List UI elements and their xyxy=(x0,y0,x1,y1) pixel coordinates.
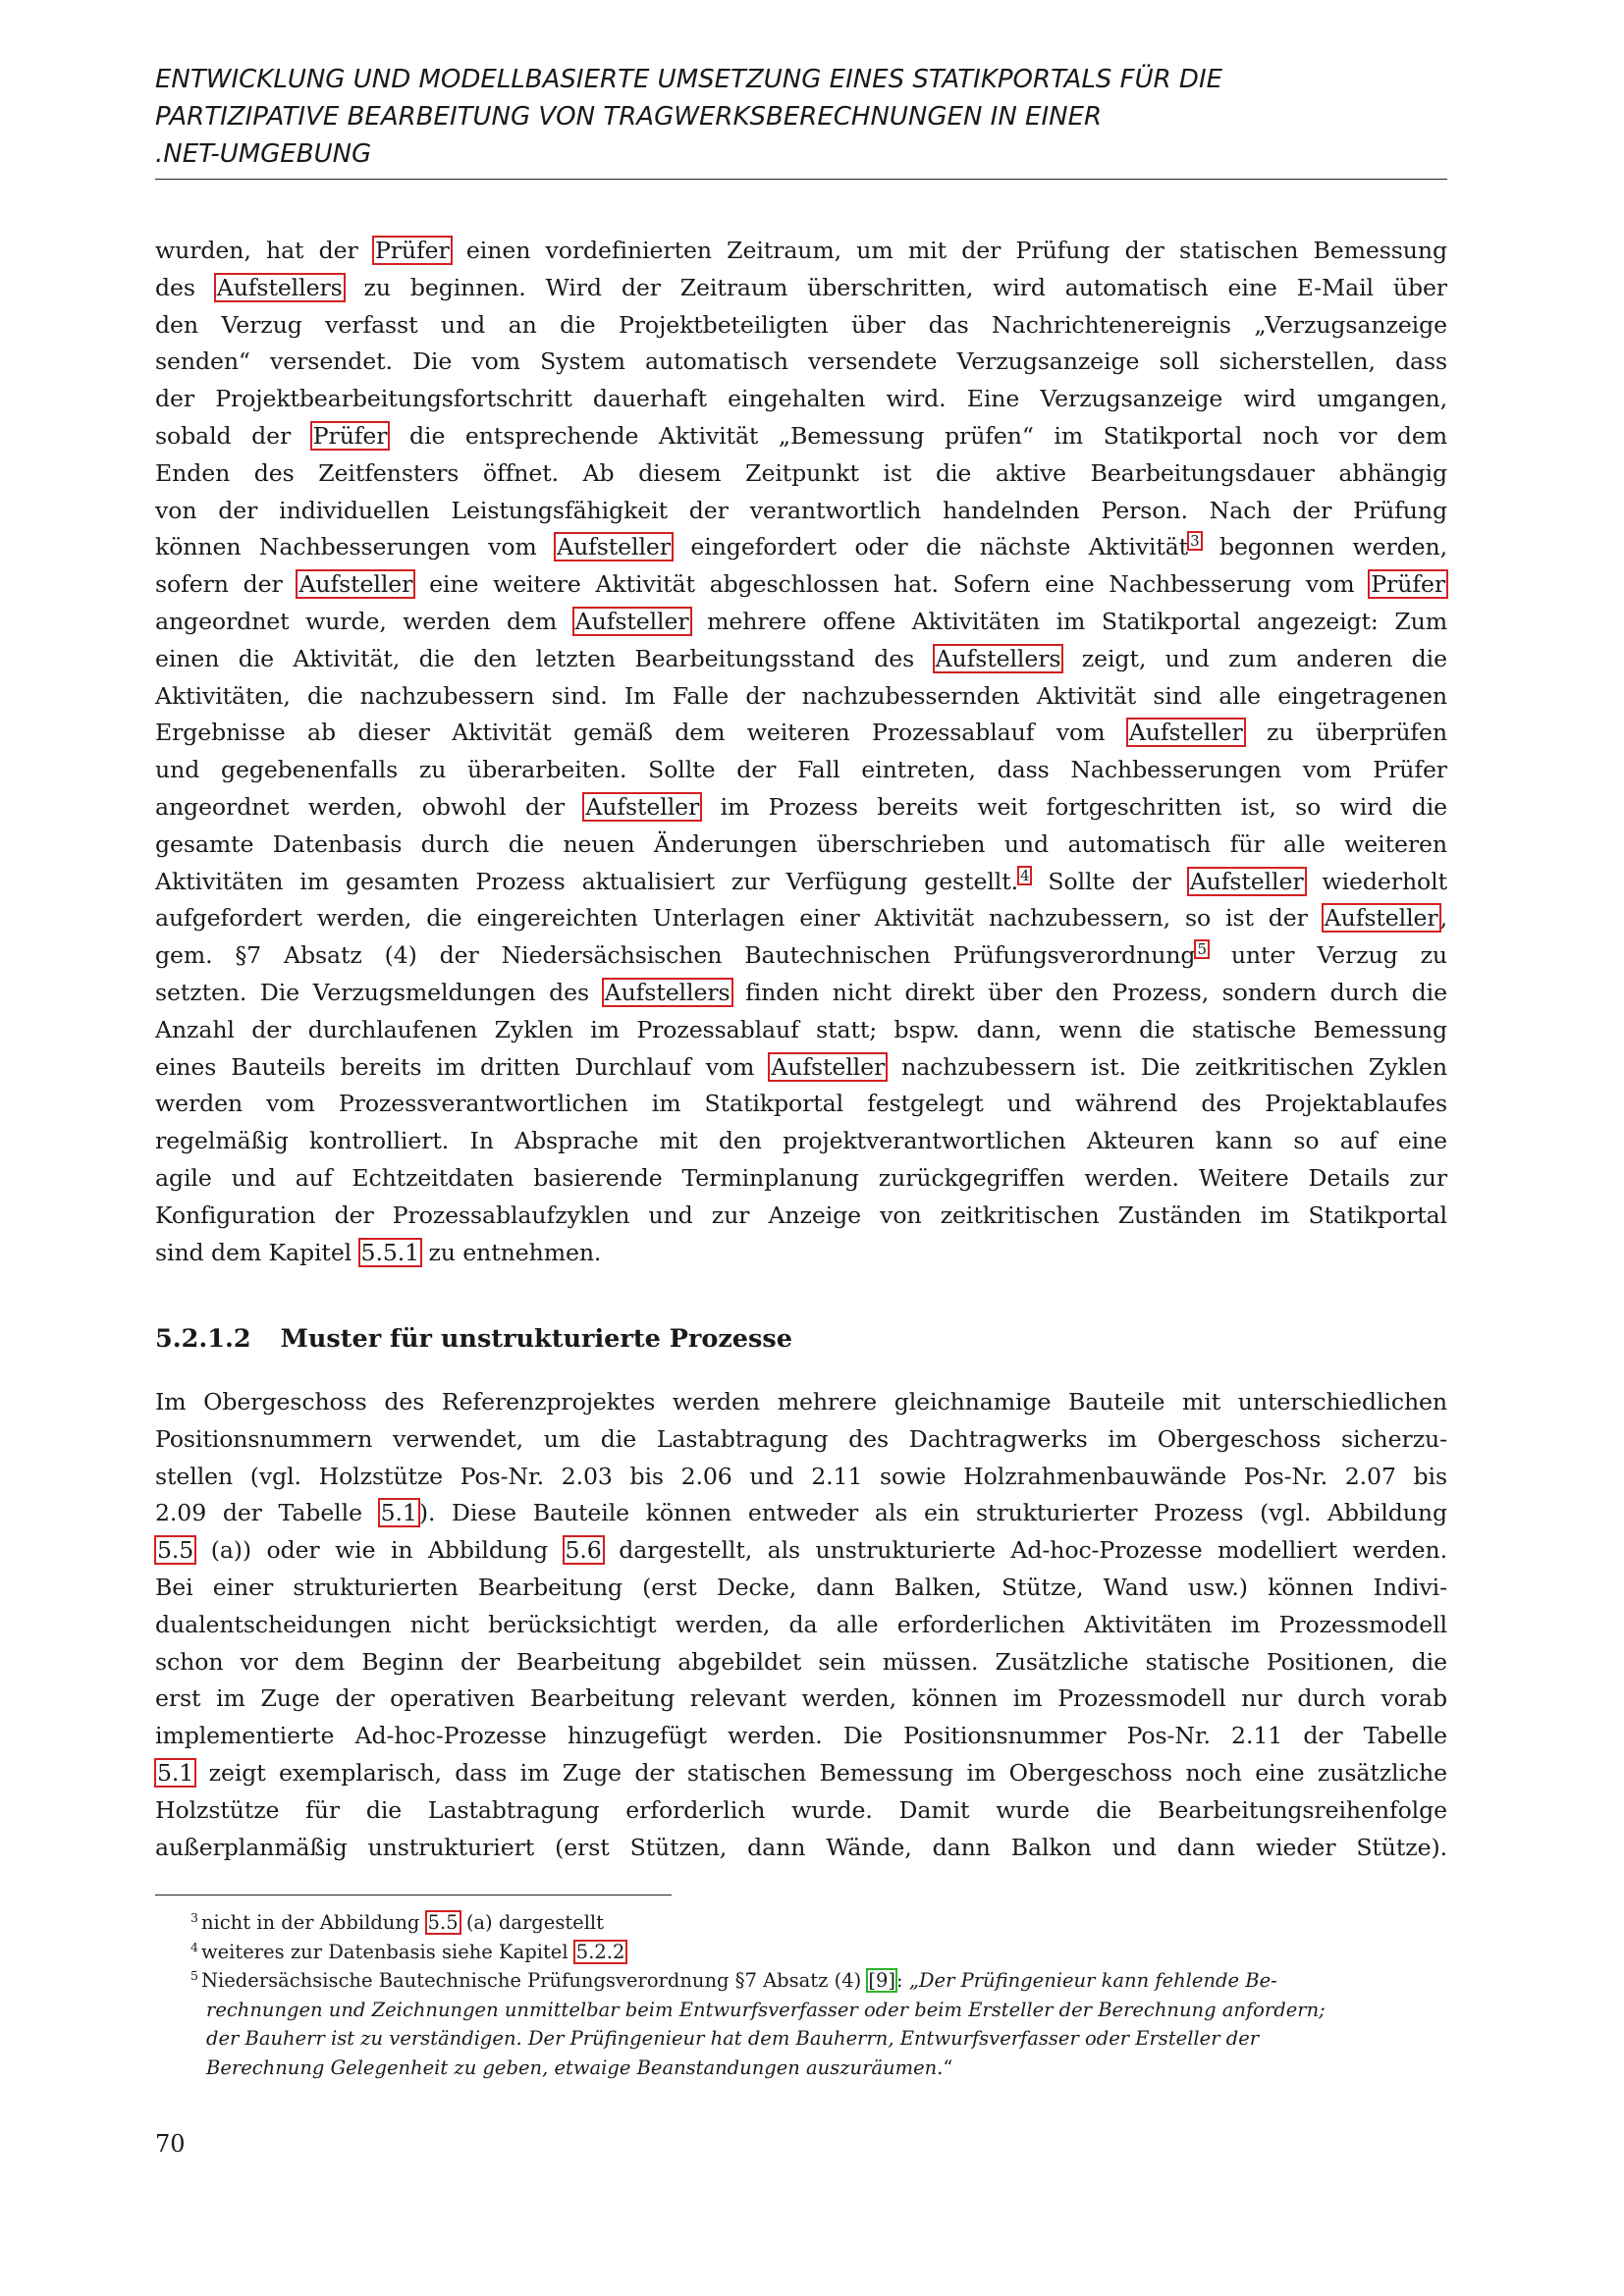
text-line: Positionsnummern verwendet, um die Lastabtragung des Dachtragwerks im Obergeschoss sicherzu- xyxy=(155,1424,1447,1453)
page-number: 70 xyxy=(155,2130,186,2158)
text-line: erst im Zuge der operativen Bearbeitung relevant werden, können im Prozessmodell nur durch vorab xyxy=(155,1684,1447,1713)
section-link-5-5-1[interactable]: 5.5.1 xyxy=(360,1238,420,1266)
table-link-5-1[interactable]: 5.1 xyxy=(380,1499,417,1527)
text-line: werden vom Prozessverantwortlichen im Statikportal festgelegt und während des Projektablaufes xyxy=(155,1090,1447,1118)
glossary-link-aufsteller[interactable]: Aufstellers xyxy=(604,978,731,1006)
footnote-5-continuation: Berechnung Gelegenheit zu geben, etwaige Beanstandungen auszuräumen.“ xyxy=(206,2056,953,2079)
text-line: wurden, hat der Prüfer einen vordefinierten Zeitraum, um mit der Prüfung der statischen Bemessung xyxy=(155,237,1447,264)
paragraph-unstructured-processes xyxy=(155,1384,1447,1866)
glossary-link-aufsteller[interactable]: Aufsteller xyxy=(557,533,671,561)
text-line: senden“ versendet. Die vom System automatisch versendete Verzugsanzeige soll sicherstellen, dass xyxy=(155,347,1447,376)
glossary-link-aufsteller[interactable]: Aufsteller xyxy=(1324,904,1438,933)
text-line: Aktivitäten, die nachzubessern sind. Im Falle der nachzubessernden Aktivität sind alle eingetragenen xyxy=(155,681,1447,710)
glossary-link-aufsteller[interactable]: Aufsteller xyxy=(1189,867,1304,895)
text-line: Holzstütze für die Lastabtragung erforderlich wurde. Damit wurde die Bearbeitungsreihenfolge xyxy=(155,1795,1447,1824)
paragraph-delay-notice xyxy=(155,233,1447,1271)
text-line: eines Bauteils bereits im dritten Durchlauf vom Aufsteller nachzubessern ist. Die zeitkritischen Zyklen xyxy=(155,1052,1447,1081)
text-line: der Projektbearbeitungsfortschritt dauerhaft eingehalten wird. Eine Verzugsanzeige wird umgangen, xyxy=(155,385,1447,413)
section-title: Muster für unstrukturierte Prozesse xyxy=(280,1324,792,1354)
text-line: angeordnet werden, obwohl der Aufsteller im Prozess bereits weit fortgeschritten ist, so wird die xyxy=(155,792,1448,821)
glossary-link-aufsteller[interactable]: Aufstellers xyxy=(216,273,343,301)
text-line: sobald der Prüfer die entsprechende Aktivität „Bemessung prüfen“ im Statikportal noch vor dem xyxy=(155,421,1447,450)
glossary-link-aufsteller[interactable]: Aufsteller xyxy=(1128,719,1243,747)
footnote-rule xyxy=(155,1895,672,1896)
text-line: Im Obergeschoss des Referenzprojektes werden mehrere gleichnamige Bauteile mit unterschiedlichen xyxy=(155,1388,1447,1415)
text-line: außerplanmäßig unstrukturiert (erst Stützen, dann Wände, dann Balkon und dann wieder Stütze). xyxy=(155,1833,1447,1861)
text-line: 2.09 der Tabelle 5.1). Diese Bauteile können entweder als ein strukturierter Prozess (vgl. Abbildung xyxy=(155,1499,1447,1527)
glossary-link-pruefer[interactable]: Prüfer xyxy=(374,237,450,264)
text-line: können Nachbesserungen vom Aufsteller eingefordert oder die nächste Aktivität $^3$ begonnen werden, xyxy=(155,532,1447,561)
glossary-link-aufsteller[interactable]: Aufsteller xyxy=(574,607,689,635)
text-line: einen die Aktivität, die den letzten Bearbeitungsstand des Aufstellers zeigt, und zum anderen die xyxy=(155,644,1447,672)
header-rule xyxy=(155,179,1447,180)
figure-link-5-5[interactable]: 5.5 xyxy=(157,1536,194,1565)
footnote-5-continuation: rechnungen und Zeichnungen unmittelbar beim Entwurfsverfasser oder beim Ersteller der Berechnung anfordern; xyxy=(206,1998,1326,2021)
footnotes xyxy=(155,1908,1447,2082)
text-line: Bei einer strukturierten Bearbeitung (erst Decke, dann Balken, Stütze, Wand usw.) können Indivi- xyxy=(155,1573,1447,1601)
glossary-link-aufsteller[interactable]: Aufsteller xyxy=(298,570,413,599)
section-link-5-2-2[interactable]: 5.2.2 xyxy=(575,1940,625,1963)
table-link-5-1[interactable]: 5.1 xyxy=(157,1758,194,1787)
running-head xyxy=(155,61,1447,173)
text-line: agile und auf Echtzeitdaten basierende Terminplanung zurückgegriffen werden. Weitere Details zur xyxy=(155,1163,1447,1192)
text-line: von der individuellen Leistungsfähigkeit der verantwortlich handelnden Person. Nach der Prüfung xyxy=(155,496,1447,524)
text-line: Konfiguration der Prozessablaufzyklen und zur Anzeige von zeitkritischen Zuständen im Statikportal xyxy=(155,1201,1447,1229)
text-line: regelmäßig kontrolliert. In Absprache mit den projektverantwortlichen Akteuren kann so auf eine xyxy=(155,1127,1447,1155)
glossary-link-aufsteller[interactable]: Aufsteller xyxy=(771,1052,886,1081)
footnote-3: $^3$ nicht in der Abbildung 5.5 (a) dargestellt xyxy=(190,1910,605,1934)
text-line: des Aufstellers zu beginnen. Wird der Zeitraum überschritten, wird automatisch eine E-Mail über xyxy=(155,273,1447,301)
glossary-link-pruefer[interactable]: Prüfer xyxy=(1371,570,1446,599)
text-line: stellen (vgl. Holzstütze Pos-Nr. 2.03 bis 2.06 und 2.11 sowie Holzrahmenbauwände Pos-Nr. 2.07 bis xyxy=(155,1462,1447,1490)
glossary-link-pruefer[interactable]: Prüfer xyxy=(312,421,388,450)
text-line: den Verzug verfasst und an die Projektbeteiligten über das Nachrichtenereignis „Verzugsanzeige xyxy=(155,310,1447,339)
footnote-5: $^5$ Niedersächsische Bautechnische Prüfungsverordnung §7 Absatz (4) [9]: „Der Prüfingenieur kann fehlende Be- xyxy=(190,1968,1277,1992)
text-line: 5.5 (a)) oder wie in Abbildung 5.6 dargestellt, als unstrukturierte Ad-hoc-Prozesse modelliert werden. xyxy=(157,1536,1448,1565)
text-line: schon vor dem Beginn der Bearbeitung abgebildet sein müssen. Zusätzliche statische Positionen, die xyxy=(155,1647,1447,1676)
text-line: setzten. Die Verzugsmeldungen des Aufstellers finden nicht direkt über den Prozess, sondern durch die xyxy=(155,978,1447,1006)
citation-link-9[interactable]: [9] xyxy=(868,1969,896,1992)
running-head-line: .NET-UMGEBUNG xyxy=(155,139,372,169)
footnote-5-continuation: der Bauherr ist zu verständigen. Der Prüfingenieur hat dem Bauherrn, Entwurfsverfasser oder Ersteller der xyxy=(206,2027,1260,2050)
text-line: und gegebenenfalls zu überarbeiten. Sollte der Fall eintreten, dass Nachbesserungen vom Prüfer xyxy=(155,756,1447,784)
footnote-4: $^4$ weiteres zur Datenbasis siehe Kapitel 5.2.2 xyxy=(190,1939,625,1963)
text-line: Anzahl der durchlaufenen Zyklen im Prozessablauf statt; bspw. dann, wenn die statische Bemessung xyxy=(155,1015,1447,1043)
text-line: Ergebnisse ab dieser Aktivität gemäß dem weiteren Prozessablauf vom Aufsteller zu überprüfen xyxy=(155,719,1447,747)
text-line: sind dem Kapitel 5.5.1 zu entnehmen. xyxy=(155,1238,602,1266)
section-number: 5.2.1.2 xyxy=(155,1324,251,1354)
figure-link-5-5[interactable]: 5.5 xyxy=(427,1911,459,1934)
text-line: aufgefordert werden, die eingereichten Unterlagen einer Aktivität nachzubessern, so ist der Aufsteller, xyxy=(155,904,1447,933)
running-head-line: ENTWICKLUNG UND MODELLBASIERTE UMSETZUNG EINES STATIKPORTALS FÜR DIE xyxy=(155,65,1223,94)
footnote-ref-4[interactable]: 4 xyxy=(1020,866,1030,884)
text-line: sofern der Aufsteller eine weitere Aktivität abgeschlossen hat. Sofern eine Nachbesserung vom Prüfer xyxy=(155,570,1446,599)
text-line: Aktivitäten im gesamten Prozess aktualisiert zur Verfügung gestellt. $^4$ Sollte der Aufsteller wiederholt xyxy=(155,866,1447,895)
text-line: 5.1 zeigt exemplarisch, dass im Zuge der statischen Bemessung im Obergeschoss noch eine zusätzliche xyxy=(157,1758,1447,1787)
footnote-ref-5[interactable]: 5 xyxy=(1197,940,1207,959)
footnote-ref-3[interactable]: 3 xyxy=(1190,532,1200,551)
section-heading xyxy=(155,1322,792,1356)
running-head-line: PARTIZIPATIVE BEARBEITUNG VON TRAGWERKSBERECHNUNGEN IN EINER xyxy=(155,102,1103,132)
glossary-link-aufsteller[interactable]: Aufsteller xyxy=(585,792,700,821)
glossary-link-aufsteller[interactable]: Aufstellers xyxy=(935,644,1061,672)
text-line: angeordnet wurde, werden dem Aufsteller mehrere offene Aktivitäten im Statikportal angezeigt: Zum xyxy=(155,607,1447,635)
text-line: Enden des Zeitfensters öffnet. Ab diesem Zeitpunkt ist die aktive Bearbeitungsdauer abhängig xyxy=(155,458,1447,487)
text-line: dualentscheidungen nicht berücksichtigt werden, da alle erforderlichen Aktivitäten im Prozessmodell xyxy=(155,1610,1447,1638)
text-line: gem. §7 Absatz (4) der Niedersächsischen Bautechnischen Prüfungsverordnung $^5$ unter Verzug zu xyxy=(155,940,1447,970)
figure-link-5-6[interactable]: 5.6 xyxy=(565,1536,602,1565)
text-line: implementierte Ad-hoc-Prozesse hinzugefügt werden. Die Positionsnummer Pos-Nr. 2.11 der Tabelle xyxy=(155,1722,1447,1750)
text-line: gesamte Datenbasis durch die neuen Änderungen überschrieben und automatisch für alle weiteren xyxy=(155,829,1447,858)
